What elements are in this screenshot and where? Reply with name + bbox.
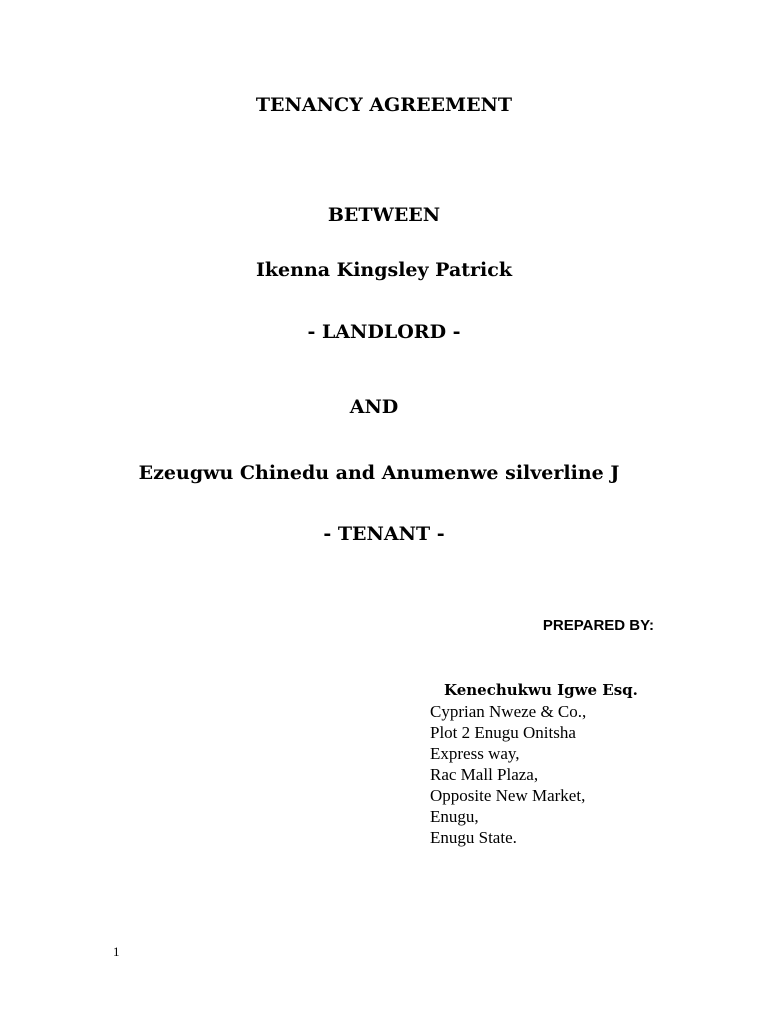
preparer-name: Kenechukwu Igwe Esq. bbox=[444, 681, 638, 699]
address-line: Cyprian Nweze & Co., bbox=[430, 702, 587, 721]
and-label: AND bbox=[349, 396, 399, 418]
address-line: Plot 2 Enugu Onitsha bbox=[430, 723, 576, 742]
address-line: Express way, bbox=[430, 744, 520, 763]
landlord-name: Ikenna Kingsley Patrick bbox=[255, 259, 512, 281]
tenant-role: - TENANT - bbox=[323, 523, 445, 545]
document-title: TENANCY AGREEMENT bbox=[255, 94, 513, 116]
page-number: 1 bbox=[113, 944, 120, 959]
tenant-names: Ezeugwu Chinedu and Anumenwe silverline J bbox=[138, 462, 620, 484]
landlord-role: - LANDLORD - bbox=[307, 321, 461, 343]
prepared-by-label: PREPARED BY: bbox=[542, 617, 654, 634]
between-label: BETWEEN bbox=[327, 204, 441, 226]
address-line: Opposite New Market, bbox=[430, 786, 586, 805]
address-line: Rac Mall Plaza, bbox=[430, 765, 539, 784]
address-line: Enugu, bbox=[430, 807, 479, 826]
address-line: Enugu State. bbox=[430, 828, 517, 847]
preparer-block bbox=[430, 680, 638, 848]
